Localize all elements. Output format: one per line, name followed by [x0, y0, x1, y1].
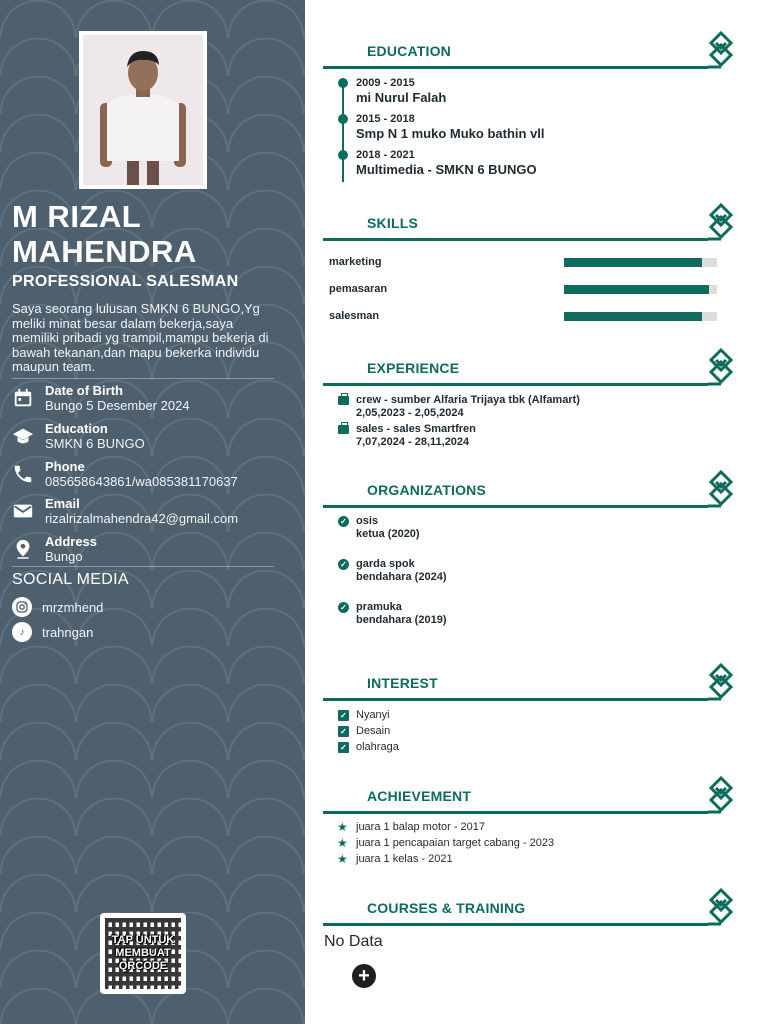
organization-role: bendahara (2024): [356, 571, 447, 583]
sidebar: [0, 0, 305, 1024]
phone-icon: [12, 463, 34, 485]
info-value: Bungo 5 Desember 2024: [45, 398, 190, 413]
profile-name: [12, 199, 297, 269]
achievement-label: juara 1 pencapaian target cabang - 2023: [356, 837, 555, 849]
add-course-button[interactable]: +: [352, 964, 376, 988]
skill-bar: [564, 258, 717, 267]
education-years: 2009 - 2015: [356, 77, 415, 89]
briefcase-icon: [338, 425, 349, 434]
courses-empty-text: No Data: [324, 933, 383, 950]
education-school: mi Nurul Falah: [356, 90, 447, 105]
info-label: Phone: [45, 459, 85, 474]
ornament-icon: [707, 203, 735, 243]
section-title: EXPERIENCE: [367, 360, 460, 376]
checkbox-icon: ✓: [338, 710, 349, 721]
check-circle-icon: ✓: [338, 559, 349, 570]
achievement-label: juara 1 balap motor - 2017: [356, 821, 486, 833]
section-title: SKILLS: [367, 215, 418, 231]
experience-dates: 7,07,2024 - 28,11,2024: [356, 436, 470, 448]
qr-code-label: TAP UNTUK MEMBUAT QRCODE: [111, 934, 175, 972]
skill-row: [329, 256, 719, 270]
organization-name: osis: [356, 515, 379, 527]
info-email: [12, 496, 297, 532]
divider: [12, 378, 274, 379]
checkbox-icon: ✓: [338, 742, 349, 753]
skill-bar-fill: [564, 285, 709, 294]
ornament-icon: [707, 888, 735, 928]
achievement-label: juara 1 kelas - 2021: [356, 853, 453, 865]
social-handle: mrzmhend: [42, 600, 104, 615]
ornament-icon: [707, 663, 735, 703]
info-label: Email: [45, 496, 80, 511]
skill-row: [329, 310, 719, 324]
section-title: INTEREST: [367, 675, 438, 691]
skill-bar-fill: [564, 258, 702, 267]
profile-photo-image: [83, 35, 203, 185]
profile-summary: Saya seorang lulusan SMKN 6 BUNGO,Yg meliki minat besar dalam bekerja,saya memiliki pribadi yg trampil,mampu bekerja di bawah tekanan,dan mapu bekerka individu maupun team.: [12, 301, 269, 374]
section-header-experience: [323, 350, 743, 390]
profile-role: PROFESSIONAL SALESMAN: [12, 273, 239, 290]
section-rule: [323, 238, 708, 241]
check-circle-icon: ✓: [338, 516, 349, 527]
check-circle-icon: ✓: [338, 602, 349, 613]
info-label: Date of Birth: [45, 383, 123, 398]
section-title: ACHIEVEMENT: [367, 788, 472, 804]
divider: [12, 566, 274, 567]
organization-role: ketua (2020): [356, 528, 420, 540]
skill-name: marketing: [329, 256, 382, 268]
section-title: EDUCATION: [367, 43, 451, 59]
checkbox-icon: ✓: [338, 726, 349, 737]
section-header-interest: [323, 665, 743, 705]
skill-name: salesman: [329, 310, 380, 322]
ornament-icon: [707, 348, 735, 388]
section-rule: [323, 923, 708, 926]
star-icon: ★: [337, 820, 348, 834]
skill-bar: [564, 312, 717, 321]
interest-label: Desain: [356, 725, 391, 737]
info-date-of-birth: [12, 383, 297, 419]
organization-role: bendahara (2019): [356, 614, 447, 626]
education-years: 2018 - 2021: [356, 149, 415, 161]
skill-name: pemasaran: [329, 283, 388, 295]
qr-code-button[interactable]: [100, 913, 186, 994]
skill-bar: [564, 285, 717, 294]
ornament-icon: [707, 776, 735, 816]
timeline-dot: [338, 78, 348, 88]
calendar-icon: [12, 387, 34, 409]
section-header-achievement: [323, 778, 743, 818]
info-phone: [12, 459, 297, 495]
section-header-education: [323, 33, 743, 73]
info-value: Bungo: [45, 549, 83, 564]
info-value[interactable]: rizalrizalmahendra42@gmail.com: [45, 511, 239, 526]
info-value[interactable]: 085658643861/wa085381170637: [45, 474, 238, 489]
education-school: Multimedia - SMKN 6 BUNGO: [356, 162, 537, 177]
info-label: Address: [45, 534, 98, 549]
education-years: 2015 - 2018: [356, 113, 415, 125]
instagram-icon: [12, 597, 32, 617]
experience-dates: 2,05,2023 - 2,05,2024: [356, 407, 464, 419]
info-education: [12, 421, 297, 457]
profile-photo[interactable]: [79, 31, 207, 189]
timeline-dot: [338, 114, 348, 124]
section-rule: [323, 698, 708, 701]
education-school: Smp N 1 muko Muko bathin vll: [356, 126, 545, 141]
profile-name-line1: M RIZAL: [12, 199, 142, 234]
section-rule: [323, 505, 708, 508]
info-value: SMKN 6 BUNGO: [45, 436, 145, 451]
profile-name-line2: MAHENDRA: [12, 234, 197, 269]
section-header-courses: [323, 890, 743, 930]
skill-row: [329, 283, 719, 297]
briefcase-icon: [338, 396, 349, 405]
location-pin-icon: [12, 538, 34, 560]
section-rule: [323, 66, 708, 69]
experience-title: crew - sumber Alfaria Trijaya tbk (Alfamart): [356, 394, 580, 406]
tiktok-icon: ♪: [12, 622, 32, 642]
timeline-dot: [338, 150, 348, 160]
star-icon: ★: [337, 836, 348, 850]
info-address: [12, 534, 297, 570]
info-label: Education: [45, 421, 108, 436]
ornament-icon: [707, 470, 735, 510]
section-title: ORGANIZATIONS: [367, 482, 487, 498]
section-rule: [323, 811, 708, 814]
social-handle: trahngan: [42, 625, 94, 640]
star-icon: ★: [337, 852, 348, 866]
experience-title: sales - sales Smartfren: [356, 423, 476, 435]
section-rule: [323, 383, 708, 386]
section-title: COURSES & TRAINING: [367, 900, 526, 916]
graduation-cap-icon: [12, 425, 34, 447]
education-timeline: [342, 85, 344, 182]
section-header-skills: [323, 205, 743, 245]
organization-name: pramuka: [356, 601, 402, 613]
mail-icon: [12, 500, 34, 522]
interest-label: olahraga: [356, 741, 399, 753]
interest-label: Nyanyi: [356, 709, 390, 721]
section-header-organizations: [323, 472, 743, 512]
organization-name: garda spok: [356, 558, 415, 570]
skill-bar-fill: [564, 312, 702, 321]
ornament-icon: [707, 31, 735, 71]
social-media-title: SOCIAL MEDIA: [12, 571, 129, 588]
